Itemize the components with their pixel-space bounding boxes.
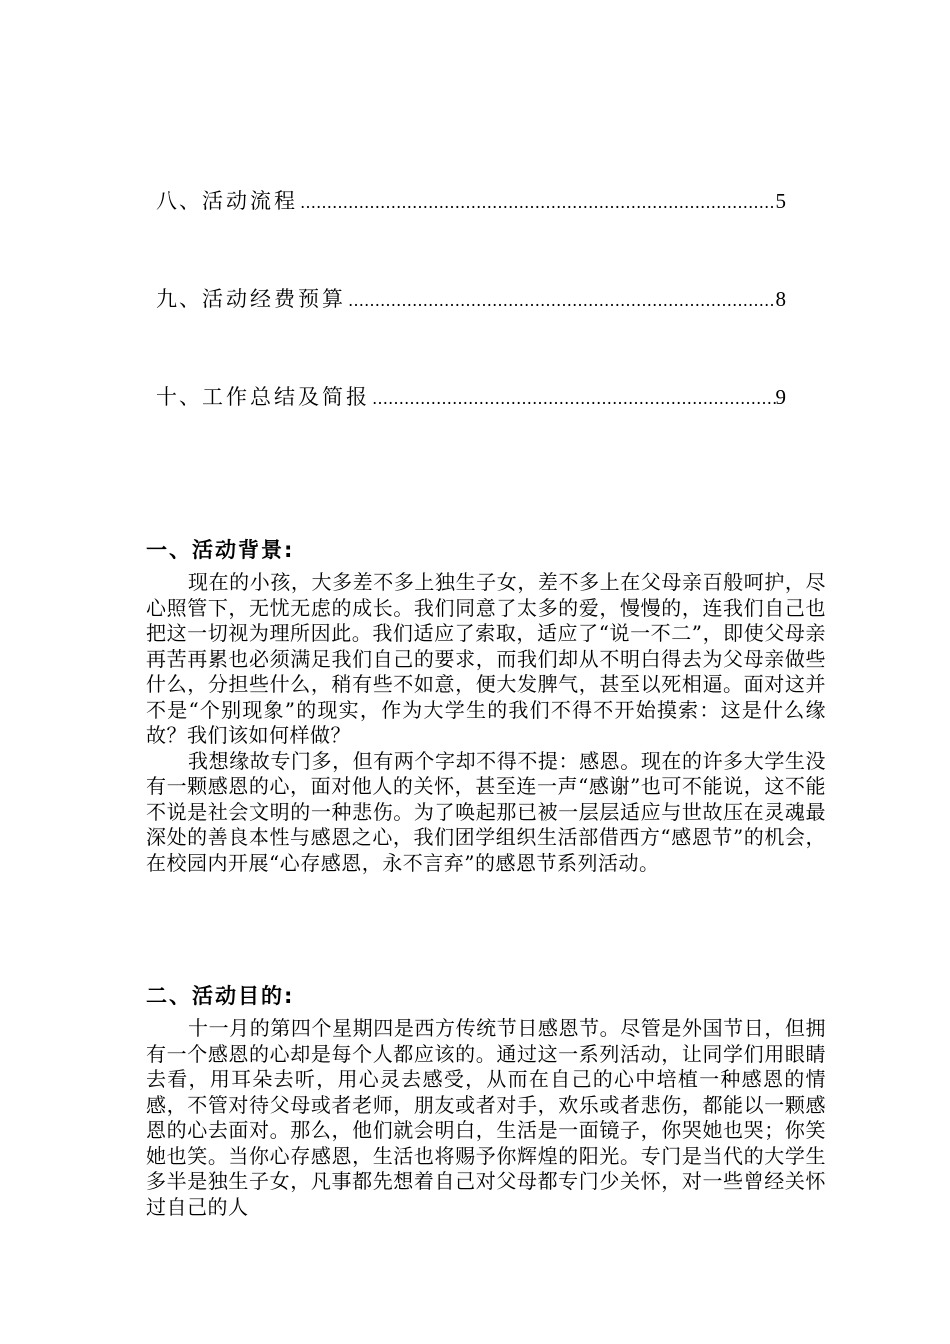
- section-paragraph: 现在的小孩，大多差不多上独生子女，差不多上在父母亲百般呵护，尽心照管下，无忧无虑的成长。我们同意了太多的爱，慢慢的，连我们自己也把这一切视为理所因此。我们适应了索取，适应了“说一不二”，即使父母亲再苦再累也必须满足我们自己的要求，而我们却从不明白得去为父母亲做些什么，分担些什么，稍有些不如意，便大发脾气，甚至以死相逼。面对这并不是“个别现象”的现实，作为大学生的我们不得不开始摸索：这是什么缘故？我们该如何样做？: [146, 570, 826, 747]
- toc-entry-title: 活动经费预算: [202, 287, 346, 311]
- toc-entry-title: 活动流程: [202, 189, 298, 213]
- section-paragraph: 我想缘故专门多，但有两个字却不得不提：感恩。现在的许多大学生没有一颗感恩的心，面对他人的关怀，甚至连一声“感谢”也可不能说，这不能不说是社会文明的一种悲伤。为了唤起那已被一层层适应与世故压在灵魂最深处的善良本性与感恩之心，我们团学组织生活部借西方“感恩节”的机会，在校园内开展“心存感恩，永不言弃”的感恩节系列活动。: [146, 748, 826, 875]
- toc-entry-page: 5: [775, 189, 786, 213]
- toc-entry-page: 8: [775, 287, 786, 311]
- section-paragraph: 十一月的第四个星期四是西方传统节日感恩节。尽管是外国节日，但拥有一个感恩的心却是每个人都应该的。通过这一系列活动，让同学们用眼睛去看，用耳朵去听，用心灵去感受，从而在自己的心中培植一种感恩的情感，不管对待父母或者老师，朋友或者对手，欢乐或者悲伤，都能以一颗感恩的心去面对。那么，他们就会明白，生活是一面镜子，你哭她也哭；你笑她也笑。当你心存感恩，生活也将赐予你辉煌的阳光。专门是当代的大学生多半是独生子女，凡事都先想着自己对父母都专门少关怀，对一些曾经关怀过自己的人: [146, 1016, 826, 1219]
- toc-entry: [156, 283, 786, 315]
- section-heading: 二、活动目的:: [146, 984, 295, 1008]
- toc-dot-leader: [370, 383, 776, 415]
- toc-entry-page: 9: [775, 385, 786, 409]
- toc-dot-leader: [298, 187, 776, 219]
- section-purpose: [146, 980, 826, 1220]
- toc-entry: [156, 185, 786, 217]
- toc-entry-title: 工作总结及简报: [202, 385, 370, 409]
- section-heading: 一、活动背景:: [146, 538, 295, 562]
- toc-entry-number: 八、: [156, 189, 202, 213]
- toc-entry-number: 九、: [156, 287, 202, 311]
- toc-entry: [156, 381, 786, 413]
- toc-entry-number: 十、: [156, 385, 202, 409]
- toc-dot-leader: [346, 285, 776, 317]
- section-background: [146, 534, 826, 876]
